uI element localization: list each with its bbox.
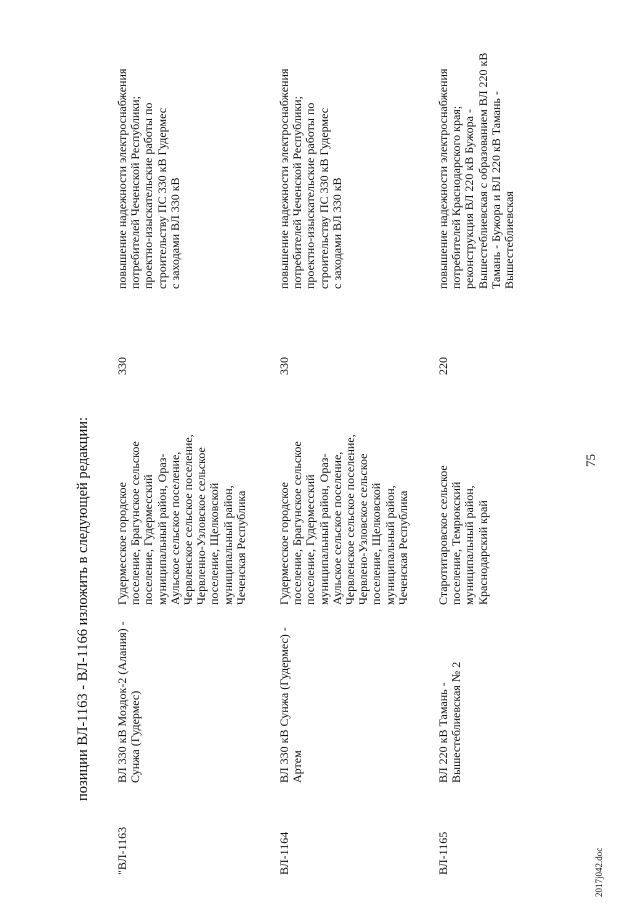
line-name-text: ВЛ 330 кВ Моздок-2 (Алания) - [115,621,129,783]
footer-filename: 2017j042.doc [594,847,604,897]
location-text: Червленно-Узловское сельское [194,447,209,605]
location-text: Аульское сельское поселение, [329,451,344,605]
location-text: муниципальный район, Ораз- [316,453,331,605]
location-text: Червлено-Узловское сельское [356,453,371,605]
voltage: 330 [115,357,129,375]
location [437,465,490,605]
location-text: муниципальный район, Ораз- [154,453,169,605]
location-text: поселение, Гудермесский [303,474,318,605]
description-text: повышение надежности электроснабжения [115,68,129,289]
description-text: проектно-изыскательские работы по [303,102,318,289]
description-text: строительству ПС 330 кВ Гудермес [154,107,169,289]
description-text: потребителей Краснодарского края; [449,105,464,289]
description [116,69,182,289]
location-text: Старотитаровское сельское [436,465,450,605]
description-text: с заходами ВЛ 330 кВ [329,177,344,289]
voltage: 220 [436,357,450,375]
location-text: поселение, Щелковской [369,482,384,605]
location-text: Червленское сельское поселение, [343,434,358,605]
line-id: ВЛ-1164 [277,831,291,875]
description-text: строительству ПС 330 кВ Гудермес [316,107,331,289]
line-name [278,627,304,783]
line-name-text: ВЛ 330 кВ Сунжа (Гудермес) - [277,627,291,783]
description-text: повышение надежности электроснабжения [436,68,450,289]
location-text: Чеченская Республика [395,490,410,605]
line-id: "ВЛ-1163 [115,826,129,875]
location-text: Чеченская Республика [233,490,248,605]
description-text: с заходами ВЛ 330 кВ [167,177,182,289]
section-heading: позиции ВЛ-1163 - ВЛ-1166 изложить в следующей редакции: [75,416,91,801]
line-name-text: Вышестеблиевская № 2 [449,661,464,783]
description-text: Тамань - Бужора и ВЛ 220 кВ Тамань - [488,91,503,289]
location [116,434,248,605]
description-text: потребителей Чеченской Республики; [290,96,305,289]
location-text: Краснодарский край [475,500,490,605]
line-name [116,621,142,783]
description [437,53,516,289]
location-text: поселение, Темрюкский [449,481,464,605]
location-text: Аульское сельское поселение, [167,451,182,605]
location-text: муниципальный район, [220,485,235,605]
line-name-text: Сунжа (Гудермес) [128,690,143,783]
location-text: Червленское сельское поселение, [181,434,196,605]
line-id: ВЛ-1165 [436,831,450,875]
description-text: реконструкция ВЛ 220 кВ Бужора - [462,109,477,289]
location-text: Гудермесское городское [115,482,129,605]
location-text: Гудермесское городское [277,482,291,605]
description-text: проектно-изыскательские работы по [141,102,156,289]
line-name-text: ВЛ 220 кВ Тамань - [436,682,450,783]
line-name-text: Артем [290,750,305,783]
location [278,434,410,605]
page-number: 75 [583,454,598,467]
location-text: поселение, Гудермесский [141,474,156,605]
voltage: 330 [277,357,291,375]
location-text: муниципальный район, [462,485,477,605]
description-text: повышение надежности электроснабжения [277,68,291,289]
location-text: муниципальный район, [382,485,397,605]
description-text: потребителей Чеченской Республики; [128,96,143,289]
location-text: поселение, Брагунское сельское [290,441,305,605]
description-text: Вышестеблиевская с образованием ВЛ 220 кВ [475,52,490,289]
location-text: поселение, Щелковской [207,482,222,605]
location-text: поселение, Брагунское сельское [128,441,143,605]
description [278,69,344,289]
description-text: Вышестеблиевская [502,191,517,289]
line-name [437,662,463,783]
